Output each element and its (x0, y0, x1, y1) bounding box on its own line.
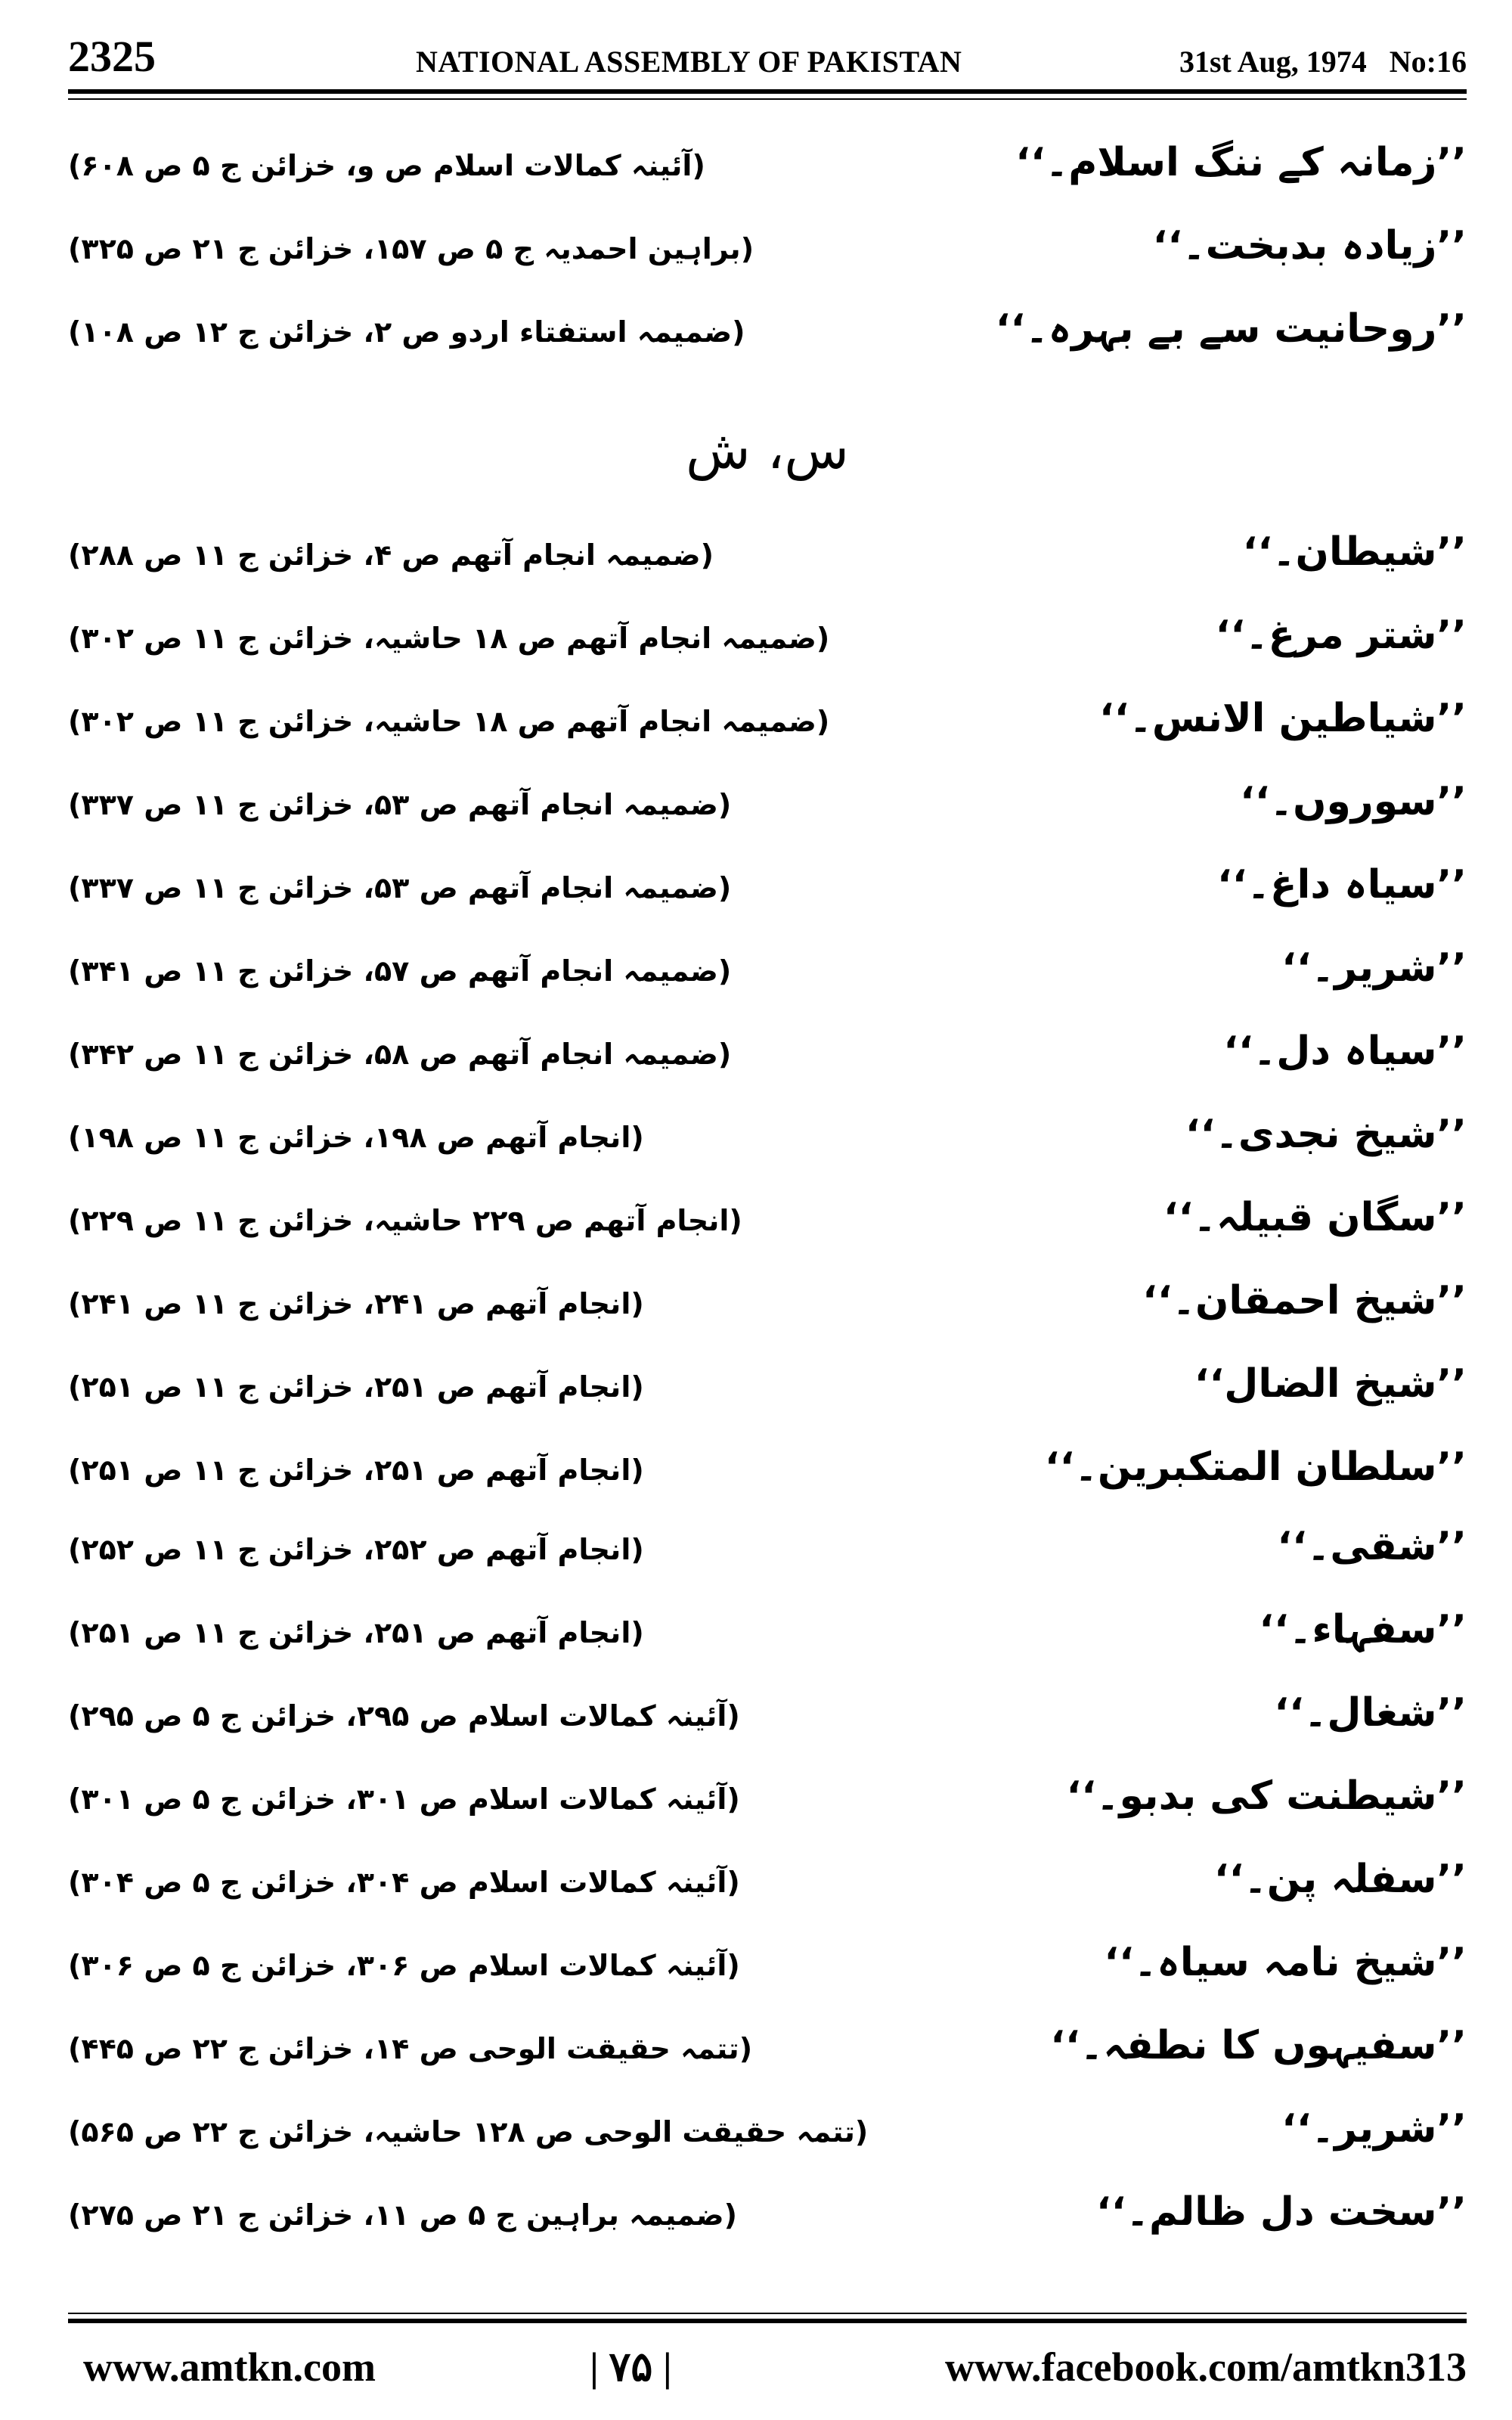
entry-term: ’’روحانیت سے بے بہرہ۔‘‘ (995, 306, 1467, 352)
entry-row (68, 601, 1467, 677)
entry-term: ’’شیخ الضال‘‘ (1194, 1361, 1467, 1407)
entry-reference: (تتمہ حقیقت الوحی ص ۱۴، خزائن ج ۲۲ ص ۴۴۵) (68, 2032, 753, 2065)
header-title: NATIONAL ASSEMBLY OF PAKISTAN (416, 45, 962, 79)
entry-term: ’’شقی۔‘‘ (1277, 1524, 1467, 1569)
header-rule-thick (68, 89, 1467, 94)
entry-row (68, 1512, 1467, 1588)
entry-row (68, 129, 1467, 204)
entry-reference: (ضمیمہ انجام آتھم ص ۵۳، خزائن ج ۱۱ ص ۳۳۷) (68, 788, 732, 821)
entry-row (68, 1184, 1467, 1259)
entry-reference: (براہین احمدیہ ج ۵ ص ۱۵۷، خزائن ج ۲۱ ص ۳۲۵) (68, 232, 754, 265)
entry-row (68, 1845, 1467, 1921)
entry-reference: (ضمیمہ انجام آتھم ص ۵۷، خزائن ج ۱۱ ص ۳۴۱) (68, 954, 732, 988)
entry-reference: (ضمیمہ انجام آتھم ص ۴، خزائن ج ۱۱ ص ۲۸۸) (68, 538, 714, 572)
entry-row (68, 1267, 1467, 1342)
entry-term: ’’زمانہ کے ننگ اسلام۔‘‘ (1015, 140, 1467, 185)
entry-reference: (ضمیمہ براہین ج ۵ ص ۱۱، خزائن ج ۲۱ ص ۲۷۵) (68, 2198, 737, 2232)
entry-reference: (آئینہ کمالات اسلام ص ۲۹۵، خزائن ج ۵ ص ۲۹۵) (68, 1699, 740, 1733)
entry-term: ’’سفلہ پن۔‘‘ (1213, 1857, 1467, 1902)
entry-row (68, 1596, 1467, 1671)
entry-term: ’’شیخ نجدی۔‘‘ (1185, 1112, 1467, 1157)
entry-reference: (آئینہ کمالات اسلام ص و، خزائن ج ۵ ص ۶۰۸) (68, 149, 705, 182)
footer-rule-thin (68, 2313, 1467, 2314)
page-header (68, 30, 1467, 91)
entry-reference: (انجام آتھم ص ۲۴۱، خزائن ج ۱۱ ص ۲۴۱) (68, 1287, 644, 1320)
entry-reference: (ضمیمہ استفتاء اردو ص ۲، خزائن ج ۱۲ ص ۱۰۸) (68, 315, 745, 349)
entry-term: ’’شتر مرغ۔‘‘ (1215, 613, 1467, 658)
entry-term: ’’شیخ احمقان۔‘‘ (1142, 1278, 1467, 1323)
entry-reference: (انجام آتھم ص ۲۵۱، خزائن ج ۱۱ ص ۲۵۱) (68, 1616, 644, 1649)
entry-reference: (آئینہ کمالات اسلام ص ۳۰۱، خزائن ج ۵ ص ۳۰۱) (68, 1782, 740, 1816)
website-link[interactable]: www.amtkn.com (83, 2344, 376, 2390)
entry-term: ’’شیاطین الانس۔‘‘ (1098, 696, 1467, 741)
facebook-link[interactable]: www.facebook.com/amtkn313 (945, 2344, 1467, 2390)
entry-term: ’’سگان قبیلہ۔‘‘ (1163, 1195, 1467, 1240)
entry-row (68, 295, 1467, 371)
entry-reference: (انجام آتھم ص ۲۲۹ حاشیہ، خزائن ج ۱۱ ص ۲۲۹) (68, 1204, 742, 1237)
entry-reference: (ضمیمہ انجام آتھم ص ۵۸، خزائن ج ۱۱ ص ۳۴۲) (68, 1038, 732, 1071)
entry-row (68, 2095, 1467, 2170)
entry-term: ’’سلطان المتکبرین۔‘‘ (1044, 1444, 1467, 1490)
entry-reference: (تتمہ حقیقت الوحی ص ۱۲۸ حاشیہ، خزائن ج ۲۲ ص ۵۶۵) (68, 2115, 869, 2149)
entry-reference: (آئینہ کمالات اسلام ص ۳۰۶، خزائن ج ۵ ص ۳۰۶) (68, 1949, 740, 1982)
entry-row (68, 934, 1467, 1010)
entry-row (68, 212, 1467, 287)
page-number: 2325 (68, 32, 156, 81)
entry-reference: (ضمیمہ انجام آتھم ص ۱۸ حاشیہ، خزائن ج ۱۱ ص ۳۰۲) (68, 622, 830, 655)
entry-term: ’’سیاہ دل۔‘‘ (1223, 1028, 1467, 1074)
entry-term: ’’سفہاء۔‘‘ (1259, 1607, 1467, 1652)
entry-reference: (ضمیمہ انجام آتھم ص ۵۳، خزائن ج ۱۱ ص ۳۳۷) (68, 871, 732, 904)
entry-row (68, 2178, 1467, 2254)
entry-term: ’’شیطان۔‘‘ (1242, 529, 1467, 575)
entry-row (68, 1350, 1467, 1426)
entry-reference: (آئینہ کمالات اسلام ص ۳۰۴، خزائن ج ۵ ص ۳۰۴) (68, 1866, 740, 1899)
entry-reference: (ضمیمہ انجام آتھم ص ۱۸ حاشیہ، خزائن ج ۱۱ ص ۳۰۲) (68, 705, 830, 738)
entry-row (68, 768, 1467, 843)
entry-term: ’’سخت دل ظالم۔‘‘ (1096, 2189, 1467, 2235)
entry-term: ’’سوروں۔‘‘ (1240, 779, 1467, 824)
entry-term: ’’زیادہ بدبخت۔‘‘ (1152, 223, 1467, 268)
entry-reference: (انجام آتھم ص ۱۹۸، خزائن ج ۱۱ ص ۱۹۸) (68, 1121, 644, 1154)
entry-row (68, 1433, 1467, 1509)
page-footer (68, 2337, 1467, 2397)
section-heading: س، ش (686, 419, 849, 481)
footer-page-number: | ۷۵ | (590, 2344, 672, 2390)
entry-row (68, 1679, 1467, 1754)
entry-row (68, 2012, 1467, 2087)
entry-term: ’’سیاہ داغ۔‘‘ (1217, 862, 1467, 908)
entry-reference: (انجام آتھم ص ۲۵۱، خزائن ج ۱۱ ص ۲۵۱) (68, 1454, 644, 1487)
entry-row (68, 1017, 1467, 1093)
entry-row (68, 518, 1467, 594)
entry-row (68, 684, 1467, 760)
entry-row (68, 1762, 1467, 1838)
entry-term: ’’شریر۔‘‘ (1281, 945, 1467, 991)
entry-row (68, 1928, 1467, 2004)
header-rule-thin (68, 98, 1467, 100)
entry-term: ’’شغال۔‘‘ (1274, 1690, 1467, 1736)
entry-term: ’’شیطنت کی بدبو۔‘‘ (1066, 1773, 1467, 1819)
entry-term: ’’شیخ نامہ سیاہ۔‘‘ (1104, 1940, 1467, 1985)
footer-rule-thick (68, 2319, 1467, 2323)
entry-row (68, 851, 1467, 926)
entry-term: ’’سفیہوں کا نطفہ۔‘‘ (1050, 2023, 1467, 2068)
entry-term: ’’شریر۔‘‘ (1281, 2106, 1467, 2152)
entry-reference: (انجام آتھم ص ۲۵۲، خزائن ج ۱۱ ص ۲۵۲) (68, 1533, 644, 1566)
header-date: 31st Aug, 1974 No:16 (1179, 45, 1467, 79)
entry-row (68, 1100, 1467, 1176)
entry-reference: (انجام آتھم ص ۲۵۱، خزائن ج ۱۱ ص ۲۵۱) (68, 1370, 644, 1404)
